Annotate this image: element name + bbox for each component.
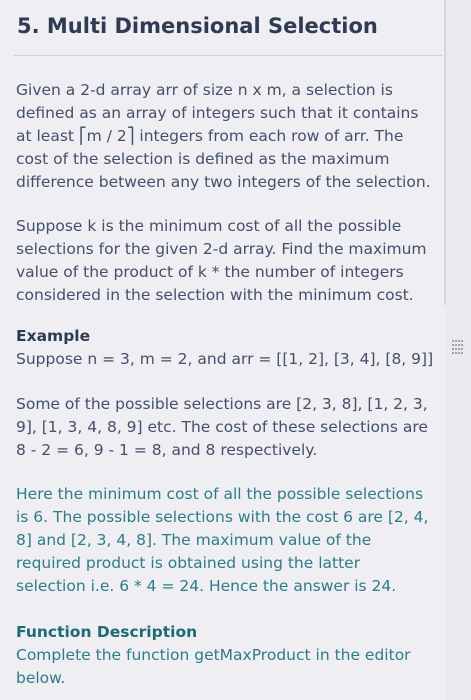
panel-scrollbar[interactable] (444, 0, 446, 305)
function-description-text: Complete the function getMaxProduct in the editor below. (16, 646, 411, 687)
example-heading: Example (16, 327, 91, 345)
example-line: Suppose n = 3, m = 2, and arr = [[1, 2], [3, 4], [8, 9]] (16, 350, 434, 368)
example-section (16, 325, 434, 371)
selections-paragraph: Some of the possible selections are [2, 3, 8], [1, 2, 3, 9], [1, 3, 4, 8, 9] etc. The cost of these selections are 8 - 2 = 6, 9 - 1 = 8, and 8 respectively. (16, 395, 428, 459)
definition-paragraph: Given a 2-d array arr of size n x m, a selection is defined as an array of integers such that it contains at least ⎡m / 2⎤ integers from each row of arr. The cost of the selection is defined as the maximum difference between any two integers of the selection. (16, 81, 431, 191)
answer-paragraph: Here the minimum cost of all the possible selections is 6. The possible selections with the cost 6 are [2, 4, 8] and [2, 3, 4, 8]. The maximum value of the required product is obtained using the latter selection i.e. 6 * 4 = 24. Hence the answer is 24. (16, 485, 429, 595)
function-description-section (16, 621, 434, 690)
title-divider (14, 55, 442, 56)
resize-handle[interactable] (452, 340, 464, 358)
function-description-heading: Function Description (16, 623, 198, 641)
problem-title: 5. Multi Dimensional Selection (17, 14, 378, 38)
task-paragraph: Suppose k is the minimum cost of all the possible selections for the given 2-d array. Find the maximum value of the product of k * the number of integers considered in the selection with the minimum cost. (16, 217, 427, 304)
